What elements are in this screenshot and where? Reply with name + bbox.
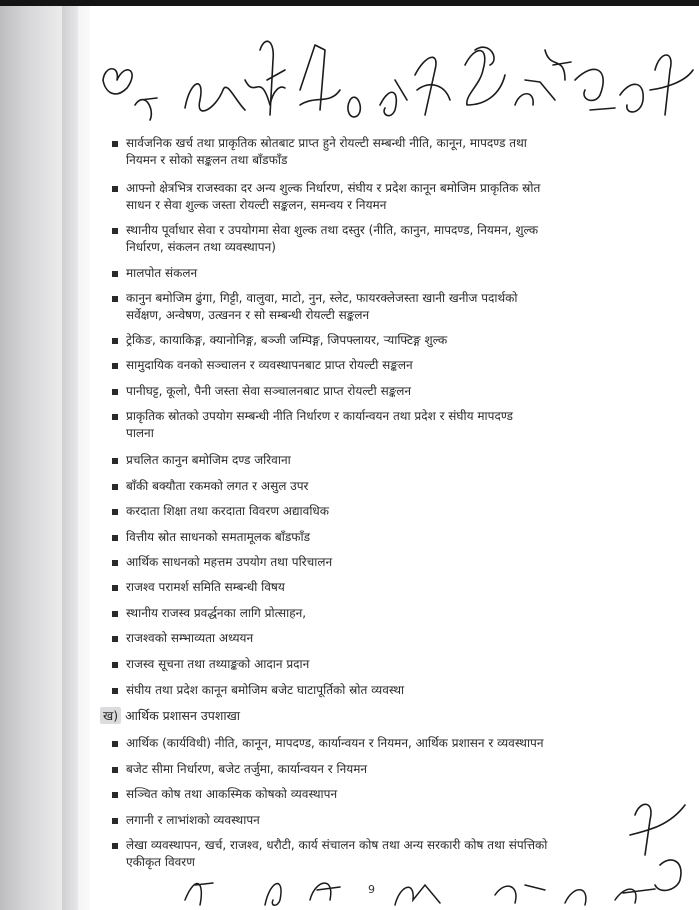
list-item-text: राजस्व सूचना तथा तथ्याङ्कको आदान प्रदान (126, 657, 310, 671)
list-item-text: लेखा व्यवस्थापन, खर्च, राजश्व, धरौटी, कार्य संचालन कोष तथा अन्य सरकारी कोष तथा संपत्तिको (126, 838, 548, 852)
bullet-icon (112, 141, 118, 147)
list-item-text: ट्रेकिङ, कायाकिङ्ग, क्यानोनिङ्ग, बञ्जी जम्पिङ्ग, जिपफ्लायर, ऱ्याफ्टिङ्ग शुल्क (126, 333, 448, 347)
list-item (126, 222, 646, 256)
list-item-text: नियमन र सोको सङ्कलन तथा बाँडफाँड (126, 153, 288, 167)
list-item-text: सार्वजनिक खर्च तथा प्राकृतिक स्रोतबाट प्राप्त हुने रोयल्टी सम्बन्धी नीति, कानून, मापदण्ड तथा (126, 136, 527, 150)
signatures-bottom (95, 845, 695, 910)
list-item-text: स्थानीय राजस्व प्रवर्द्धनका लागि प्रोत्साहन, (126, 606, 307, 620)
bullet-icon (112, 636, 118, 642)
bullet-icon (112, 585, 118, 591)
list-item (126, 478, 646, 495)
list-item (126, 332, 646, 349)
list-item (126, 452, 646, 469)
list-item (126, 735, 646, 752)
list-item (126, 605, 646, 622)
list-item-text: पानीघट्ट, कूलो, पैनी जस्ता सेवा सञ्चालनबाट प्राप्त रोयल्टी सङ्कलन (126, 384, 412, 398)
list-item (126, 503, 646, 520)
list-item-text: एकीकृत विवरण (126, 855, 195, 869)
section-title: आर्थिक प्रशासन उपशाखा (125, 708, 241, 723)
page-number: 9 (368, 883, 375, 896)
list-item-text: सर्वेक्षण, अन्वेषण, उत्खनन र सो सम्बन्धी रोयल्टी सङ्कलन (126, 308, 370, 322)
bullet-icon (112, 338, 118, 344)
list-item-text: आर्थिक (कार्यविधी) नीति, कानून, मापदण्ड, कार्यान्वयन र नियमन, आर्थिक प्रशासन र व्यवस्थापन (126, 736, 544, 750)
bullet-icon (112, 389, 118, 395)
bullet-icon (112, 186, 118, 192)
bullet-icon (112, 611, 118, 617)
list-item (126, 812, 646, 829)
list-item-text: मालपोत संकलन (126, 266, 198, 280)
list-item (126, 383, 646, 400)
top-edge (0, 0, 699, 6)
bullet-icon (112, 662, 118, 668)
list-item (126, 290, 646, 324)
list-item (126, 135, 646, 169)
list-item (126, 529, 646, 546)
list-item-text: लगानी र लाभांशको व्यवस्थापन (126, 813, 260, 827)
list-item-text: प्रचलित कानुन बमोजिम दण्ड जरिवाना (126, 453, 291, 467)
bullet-icon (112, 228, 118, 234)
bullet-icon (112, 560, 118, 566)
bullet-icon (112, 271, 118, 277)
list-item (126, 656, 646, 673)
list-item-text: पालना (126, 426, 154, 440)
section-marker: ख) (100, 707, 121, 724)
list-item (126, 357, 646, 374)
list-item-text: बाँकी बक्यौता रकमको लगत र असुल उपर (126, 479, 309, 493)
list-item (126, 408, 646, 442)
bullet-icon (112, 818, 118, 824)
list-item-text: करदाता शिक्षा तथा करदाता विवरण अद्यावधिक (126, 504, 330, 518)
bullet-icon (112, 688, 118, 694)
bullet-icon (112, 792, 118, 798)
list-item-text: निर्धारण, संकलन तथा व्यवस्थापन) (126, 240, 276, 254)
list-item (126, 682, 646, 699)
list-item-text: सामुदायिक वनको सञ्चालन र व्यवस्थापनबाट प्राप्त रोयल्टी सङ्कलन (126, 358, 413, 372)
bullet-icon (112, 484, 118, 490)
bullet-icon (112, 741, 118, 747)
list-item-text: आफ्नो क्षेत्रभित्र राजस्वका दर अन्य शुल्क निर्धारण, संघीय र प्रदेश कानून बमोजिम प्राकृतिक स्रोत (126, 181, 541, 195)
bullet-icon (112, 509, 118, 515)
list-item-text: वित्तीय स्रोत साधनको समतामूलक बाँडफाँड (126, 530, 311, 544)
list-item (126, 579, 646, 596)
list-item-text: बजेट सीमा निर्धारण, बजेट तर्जुमा, कार्यान्वयन र नियमन (126, 762, 368, 776)
list-item-text: स्थानीय पूर्वाधार सेवा र उपयोगमा सेवा शुल्क तथा दस्तुर (नीति, कानुन, मापदण्ड, नियमन, शुल्क (126, 223, 539, 237)
list-item-text: राजश्वको सम्भाव्यता अध्ययन (126, 631, 254, 645)
list-item-text: सञ्चित कोष तथा आकस्मिक कोषको व्यवस्थापन (126, 787, 338, 801)
bullet-icon (112, 363, 118, 369)
list-item-text: प्राकृतिक स्रोतको उपयोग सम्बन्धी नीति निर्धारण र कार्यान्वयन तथा प्रदेश र संघीय मापदण्ड (126, 409, 513, 423)
list-item-text: साधन र सेवा शुल्क जस्ता रोयल्टी सङ्कलन, समन्वय र नियमन (126, 198, 387, 212)
list-item-text: राजश्व परामर्श समिति सम्बन्धी विषय (126, 580, 285, 594)
list-item-text: संघीय तथा प्रदेश कानून बमोजिम बजेट घाटापूर्तिको स्रोत व्यवस्था (126, 683, 405, 697)
bullet-icon (112, 296, 118, 302)
list-item-text: कानुन बमोजिम ढुंगा, गिट्टी, वालुवा, माटो, नुन, स्लेट, फायरक्लेजस्ता खानी खनीज पदार्थको (126, 291, 518, 305)
bullet-icon (112, 535, 118, 541)
bullet-icon (112, 458, 118, 464)
list-item (126, 265, 646, 282)
bullet-icon (112, 767, 118, 773)
signatures-top (95, 10, 695, 130)
list-item (126, 180, 646, 214)
list-item (126, 761, 646, 778)
binding-strip (62, 0, 78, 910)
list-item (126, 554, 646, 571)
list-item (126, 630, 646, 647)
bullet-icon (112, 414, 118, 420)
list-item (126, 786, 646, 803)
section-heading (100, 707, 240, 724)
list-item-text: आर्थिक साधनको महत्तम उपयोग तथा परिचालन (126, 555, 333, 569)
